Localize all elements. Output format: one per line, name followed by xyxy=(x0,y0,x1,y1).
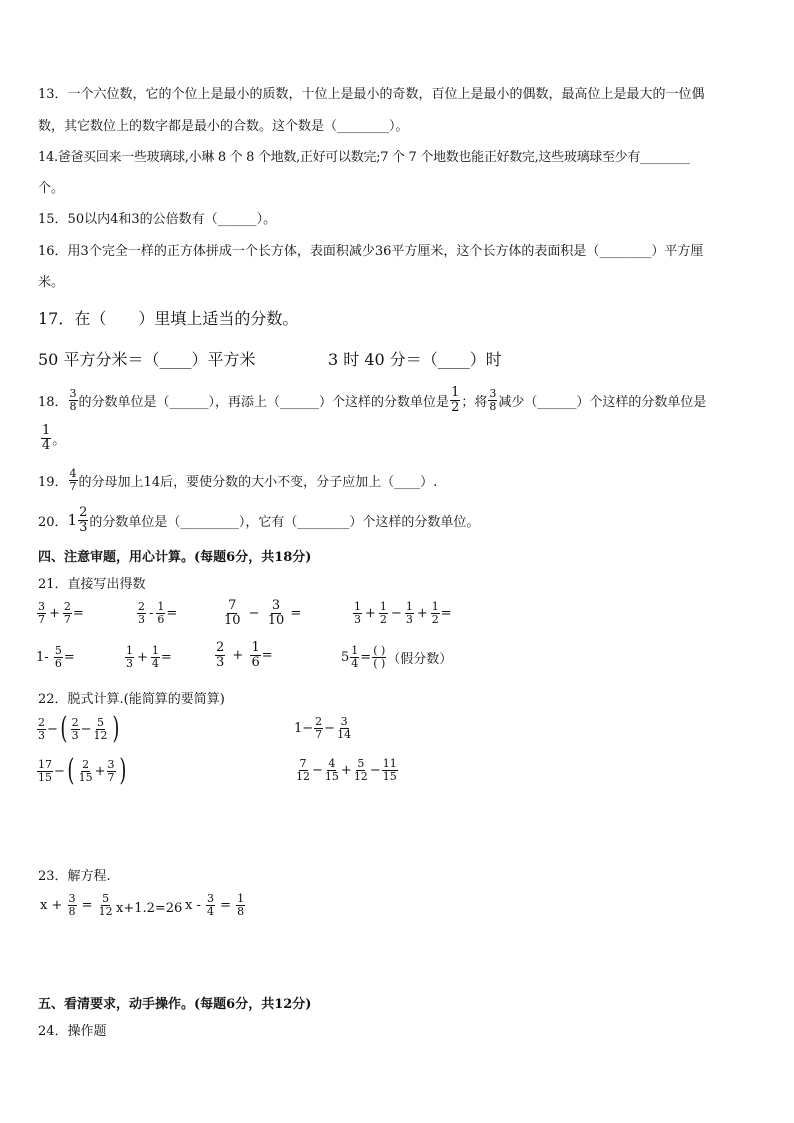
q24-title: 24．操作题 xyxy=(38,1024,107,1039)
q17-right: 3 时 40 分＝（____）时 xyxy=(328,350,502,369)
q14-line2: 个。 xyxy=(38,181,65,196)
mixed-whole: 1 xyxy=(67,511,78,530)
q19 xyxy=(38,468,437,492)
q19-text: 的分母加上14后，要使分数的大小不变，分子应加上（____）. xyxy=(78,474,438,490)
fraction: $\frac{3}{8}$ xyxy=(69,387,77,413)
q22-expr4: $\frac{7}{12}$ − $\frac{4}{15}$ + $\frac{5}{12}$ − $\frac{11}{15}$ xyxy=(296,757,397,783)
q18-text1: 的分数单位是（______），再添上（______）个这样的分数单位是 xyxy=(78,394,450,410)
q20 xyxy=(38,506,479,534)
q21-expr3: $\frac{7}{10}$ − $\frac{3}{10}$ = xyxy=(224,598,302,628)
q21-expr5: 1- $\frac{5}{6}$ = xyxy=(36,644,75,670)
fraction: $\frac{2}{3}$ xyxy=(79,505,88,535)
q17-title: 17．在（ ）里填上适当的分数。 xyxy=(38,309,299,328)
q18-text3: 减少（______）个这样的分数单位是 xyxy=(498,394,707,410)
q17-left: 50 平方分米＝（____）平方米 xyxy=(38,350,256,369)
q14-line1: 14.爸爸买回来一些玻璃球,小琳 8 个 8 个地数,正好可以数完;7 个 7 个地数也能正好数完,这些玻璃球至少有________ xyxy=(38,150,690,165)
q13-line2: 数，其它数位上的数字都是最小的合数。这个数是（________）。 xyxy=(38,119,409,134)
q18-prefix: 18． xyxy=(38,394,68,410)
q21-expr1: $\frac{3}{7}$ + $\frac{2}{7}$ = xyxy=(38,600,84,626)
q23-title: 23．解方程. xyxy=(38,869,111,884)
q23-eq2: x+1.2=26 xyxy=(116,901,183,916)
q16-line1: 16．用3个完全一样的正方体拼成一个长方体，表面积减少36平方厘米，这个长方体的表面积是（________）平方厘 xyxy=(38,244,704,259)
q21-expr4: $\frac{1}{3}$ + $\frac{1}{2}$ − $\frac{1}{3}$ + $\frac{1}{2}$ = xyxy=(354,600,452,626)
q21-expr8: 5 $\frac{1}{4}$ = $\frac{( )}{( )}$ （假分数） xyxy=(341,644,453,670)
q20-text: 的分数单位是（_________），它有（________）个这样的分数单位。 xyxy=(89,514,480,530)
q21-expr2: $\frac{2}{3}$ - $\frac{1}{6}$ = xyxy=(138,600,178,626)
q19-prefix: 19． xyxy=(38,474,68,490)
q18-text4: 。 xyxy=(52,432,66,448)
q21-expr7: $\frac{2}{3}$ + $\frac{1}{6}$ = xyxy=(216,640,273,670)
q18-text2: ；将 xyxy=(461,394,488,410)
q16-line2: 米。 xyxy=(38,275,65,290)
fraction: $\frac{4}{7}$ xyxy=(69,467,77,493)
q21-title: 21．直接写出得数 xyxy=(38,577,146,592)
fraction: $\frac{1}{4}$ xyxy=(42,423,51,453)
q22-expr3: $\frac{17}{15}$ − ( $\frac{2}{15}$ + $\frac{3}{7}$ ) xyxy=(38,753,126,788)
fraction: $\frac{1}{2}$ xyxy=(451,385,460,415)
q22-expr1: $\frac{2}{3}$ − ( $\frac{2}{3}$ − $\frac{5}{12}$ ) xyxy=(38,711,119,746)
q20-prefix: 20． xyxy=(38,514,68,530)
q13-line1: 13．一个六位数，它的个位上是最小的质数，十位上是最小的奇数，百位上是最小的偶数，最高位上是最大的一位偶 xyxy=(38,87,705,102)
fraction: $\frac{3}{8}$ xyxy=(489,387,497,413)
q23-eq3: x - $\frac{3}{4}$ = $\frac{1}{8}$ xyxy=(185,892,245,918)
q22-title: 22．脱式计算.(能简算的要简算) xyxy=(38,692,225,707)
q23-eq1: x + $\frac{3}{8}$ = $\frac{5}{12}$ xyxy=(40,892,113,918)
improper-note: （假分数） xyxy=(387,651,453,667)
section4-heading: 四、注意审题，用心计算。(每题6分，共18分) xyxy=(38,550,312,565)
q21-expr6: $\frac{1}{3}$ + $\frac{1}{4}$ = xyxy=(126,644,172,670)
q22-expr2: 1− $\frac{2}{7}$ − $\frac{3}{14}$ xyxy=(294,715,352,741)
q15: 15．50以内4和3的公倍数有（______）。 xyxy=(38,212,277,227)
q18-line2 xyxy=(40,424,65,452)
section5-heading: 五、看清要求，动手操作。(每题6分，共12分) xyxy=(38,997,312,1012)
q18-line1 xyxy=(38,386,706,414)
